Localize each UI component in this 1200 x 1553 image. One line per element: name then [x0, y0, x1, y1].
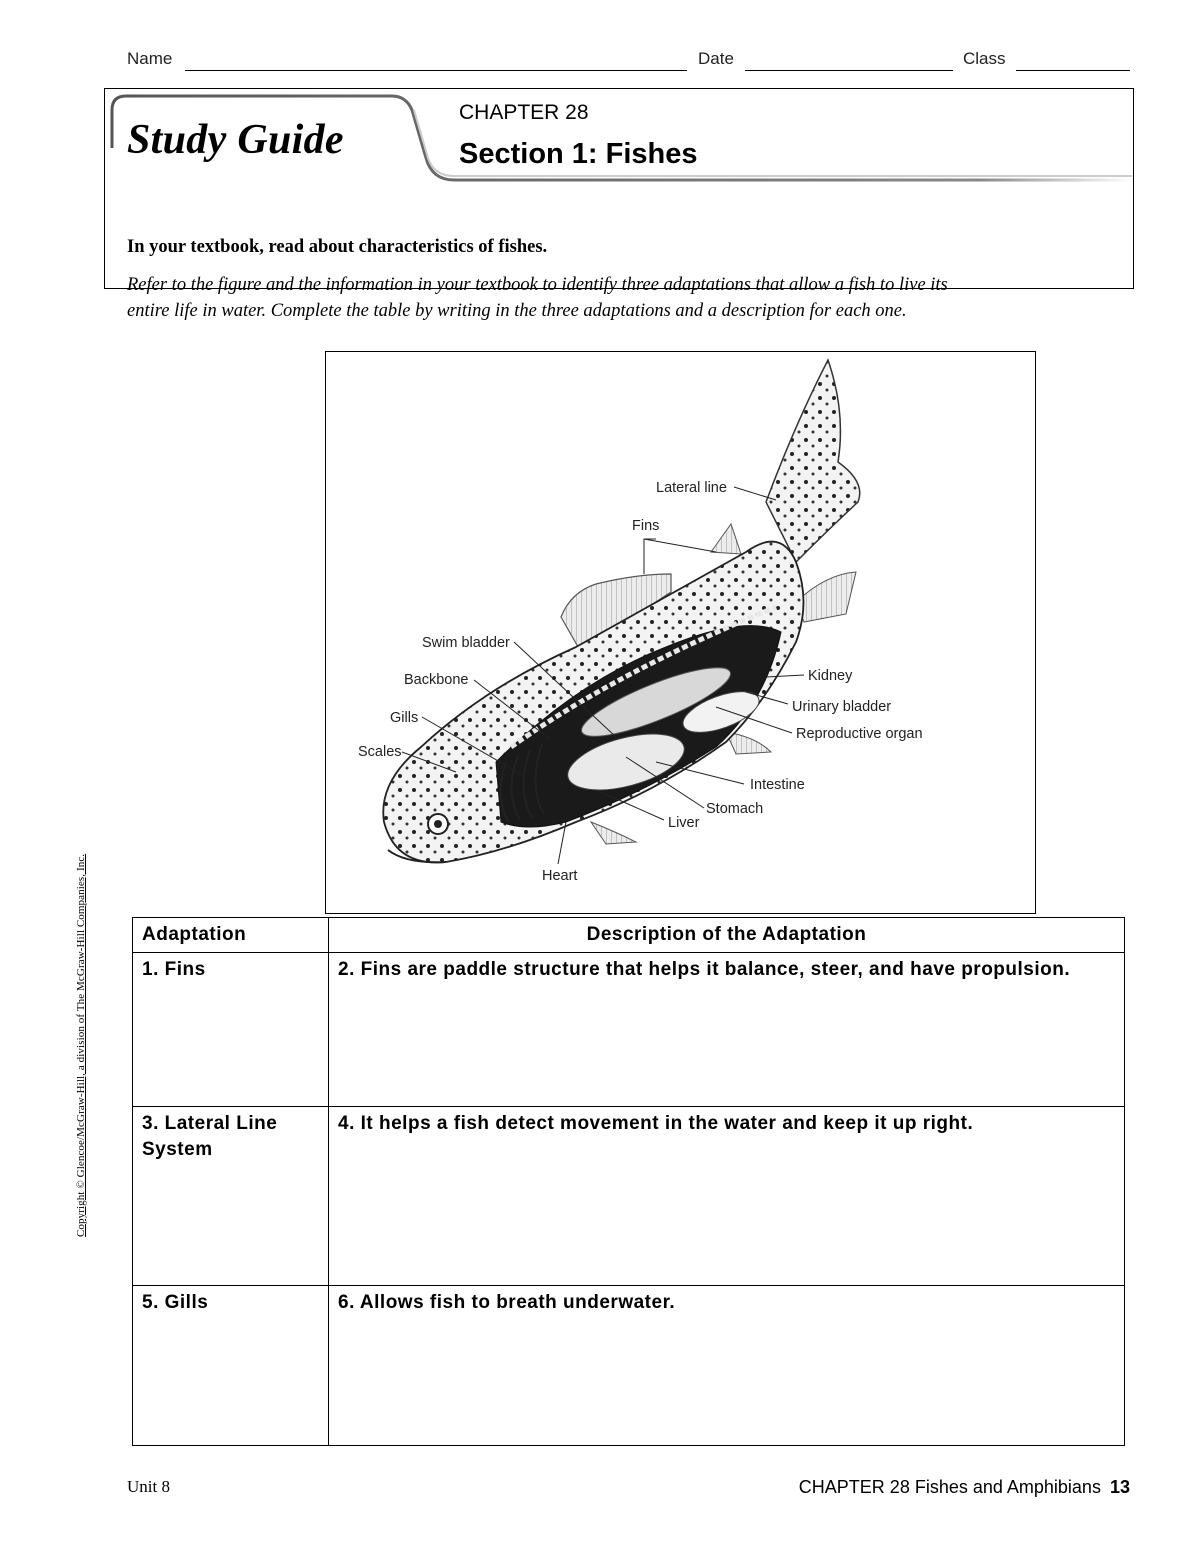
tail-fin [766, 360, 860, 562]
label-kidney: Kidney [808, 668, 853, 684]
label-swim-bladder: Swim bladder [422, 635, 510, 651]
page-number: 13 [1109, 1477, 1130, 1497]
class-field[interactable] [1016, 70, 1130, 71]
name-label: Name [127, 49, 173, 68]
copyright-notice: Copyright © Glencoe/McGraw-Hill, a division of The McGraw-Hill Companies, Inc. [75, 853, 87, 1237]
read-instruction: In your textbook, read about characteristics of fishes. [127, 237, 548, 257]
label-liver: Liver [668, 815, 700, 831]
adaptation-table [132, 917, 1125, 1446]
fish-figure [325, 351, 1036, 914]
adaptation-cell[interactable]: 3. Lateral Line System [133, 1107, 329, 1286]
chapter-label: CHAPTER 28 [459, 101, 589, 124]
table-row [133, 1286, 1125, 1446]
description-cell[interactable]: 4. It helps a fish detect movement in the water and keep it up right. [329, 1107, 1125, 1286]
section-title: Section 1: Fishes [459, 138, 698, 170]
label-fins: Fins [632, 518, 660, 534]
adaptation-cell[interactable]: 1. Fins [133, 953, 329, 1107]
anal-fin [796, 572, 856, 622]
table-header-row [133, 918, 1125, 953]
label-stomach: Stomach [706, 801, 764, 817]
date-field[interactable] [745, 70, 953, 71]
label-reproductive-organ: Reproductive organ [796, 726, 923, 742]
label-lateral-line: Lateral line [656, 480, 727, 496]
date-label: Date [698, 49, 734, 68]
label-scales: Scales [358, 744, 402, 760]
label-gills: Gills [390, 710, 419, 726]
task-instruction: Refer to the figure and the information in your textbook to identify three adaptations that allow a fish to live its entire life in water. Complete the table by writing in the three adaptations and a description for each one. [127, 275, 948, 321]
footer-unit: Unit 8 [127, 1477, 170, 1496]
header-description: Description of the Adaptation [329, 918, 1125, 953]
study-guide-title: Study Guide [127, 117, 344, 163]
table-row [133, 953, 1125, 1107]
label-intestine: Intestine [750, 777, 805, 793]
footer-chapter-text: CHAPTER 28 Fishes and Amphibians [798, 1477, 1101, 1497]
adaptation-cell[interactable]: 5. Gills [133, 1286, 329, 1446]
description-cell[interactable]: 2. Fins are paddle structure that helps it balance, steer, and have propulsion. [329, 953, 1125, 1107]
fish-diagram [326, 352, 1037, 915]
label-backbone: Backbone [404, 672, 469, 688]
description-cell[interactable]: 6. Allows fish to breath underwater. [329, 1286, 1125, 1446]
footer-chapter [799, 1477, 1130, 1498]
table-row [133, 1107, 1125, 1286]
label-heart: Heart [542, 868, 578, 884]
label-urinary-bladder: Urinary bladder [792, 699, 892, 715]
name-field[interactable] [185, 70, 687, 71]
class-label: Class [963, 49, 1006, 68]
header-adaptation: Adaptation [133, 918, 329, 953]
